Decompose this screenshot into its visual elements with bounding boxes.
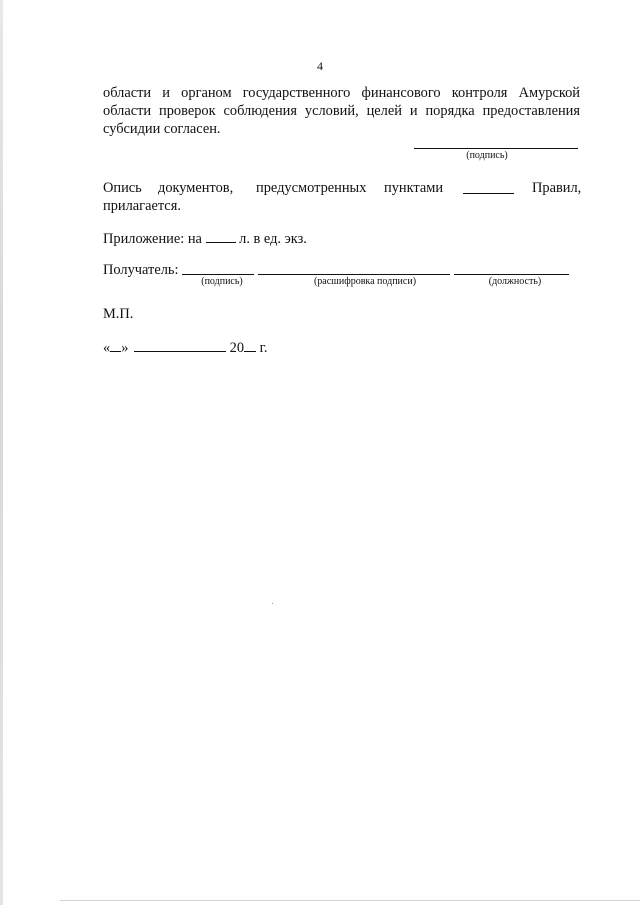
recipient-decoding-caption: (расшифровка подписи): [313, 276, 417, 287]
consent-signature-caption: (подпись): [466, 150, 508, 161]
inventory-word-4: пунктами: [384, 180, 444, 196]
consent-line-3: субсидии согласен.: [103, 121, 221, 137]
scan-edge: [0, 0, 3, 905]
date-day-blank: [110, 339, 121, 352]
inventory-word-5: Правил,: [532, 180, 582, 196]
recipient-signature-caption: (подпись): [201, 276, 243, 287]
recipient-signature-line: [182, 274, 254, 275]
recipient-position-caption: (должность): [488, 276, 542, 287]
inventory-word-3: предусмотренных: [256, 180, 367, 196]
date-year-suffix: г.: [259, 340, 268, 356]
date-line: [103, 339, 268, 357]
stamp-place: М.П.: [103, 306, 134, 322]
date-year-prefix: 20: [229, 340, 245, 356]
inventory-word-1: Опись: [103, 180, 142, 196]
recipient-decoding-line: [258, 274, 450, 275]
attachment-line: [103, 230, 307, 248]
page-number: 4: [317, 59, 323, 73]
scan-bottom-edge: [60, 900, 640, 901]
date-open-quote: «: [103, 340, 111, 356]
consent-signature-line: [414, 148, 578, 149]
consent-line-1: области и органом государственного финансового контроля Амурской: [103, 85, 580, 101]
inventory-word-2: документов,: [158, 180, 234, 196]
date-month-blank: [134, 339, 226, 352]
attachment-prefix: Приложение: на: [103, 231, 202, 247]
attachment-sheets-blank: [206, 230, 236, 243]
scan-speck: [272, 603, 273, 604]
inventory-blank: [463, 193, 514, 194]
inventory-line-2: прилагается.: [103, 198, 181, 214]
date-close-quote: »: [121, 340, 129, 356]
date-year-blank: [244, 339, 256, 352]
consent-line-2: области проверок соблюдения условий, целей и порядка предоставления: [103, 103, 580, 119]
recipient-label: Получатель:: [103, 262, 179, 278]
attachment-suffix: л. в ед. экз.: [239, 231, 307, 247]
recipient-position-line: [454, 274, 569, 275]
